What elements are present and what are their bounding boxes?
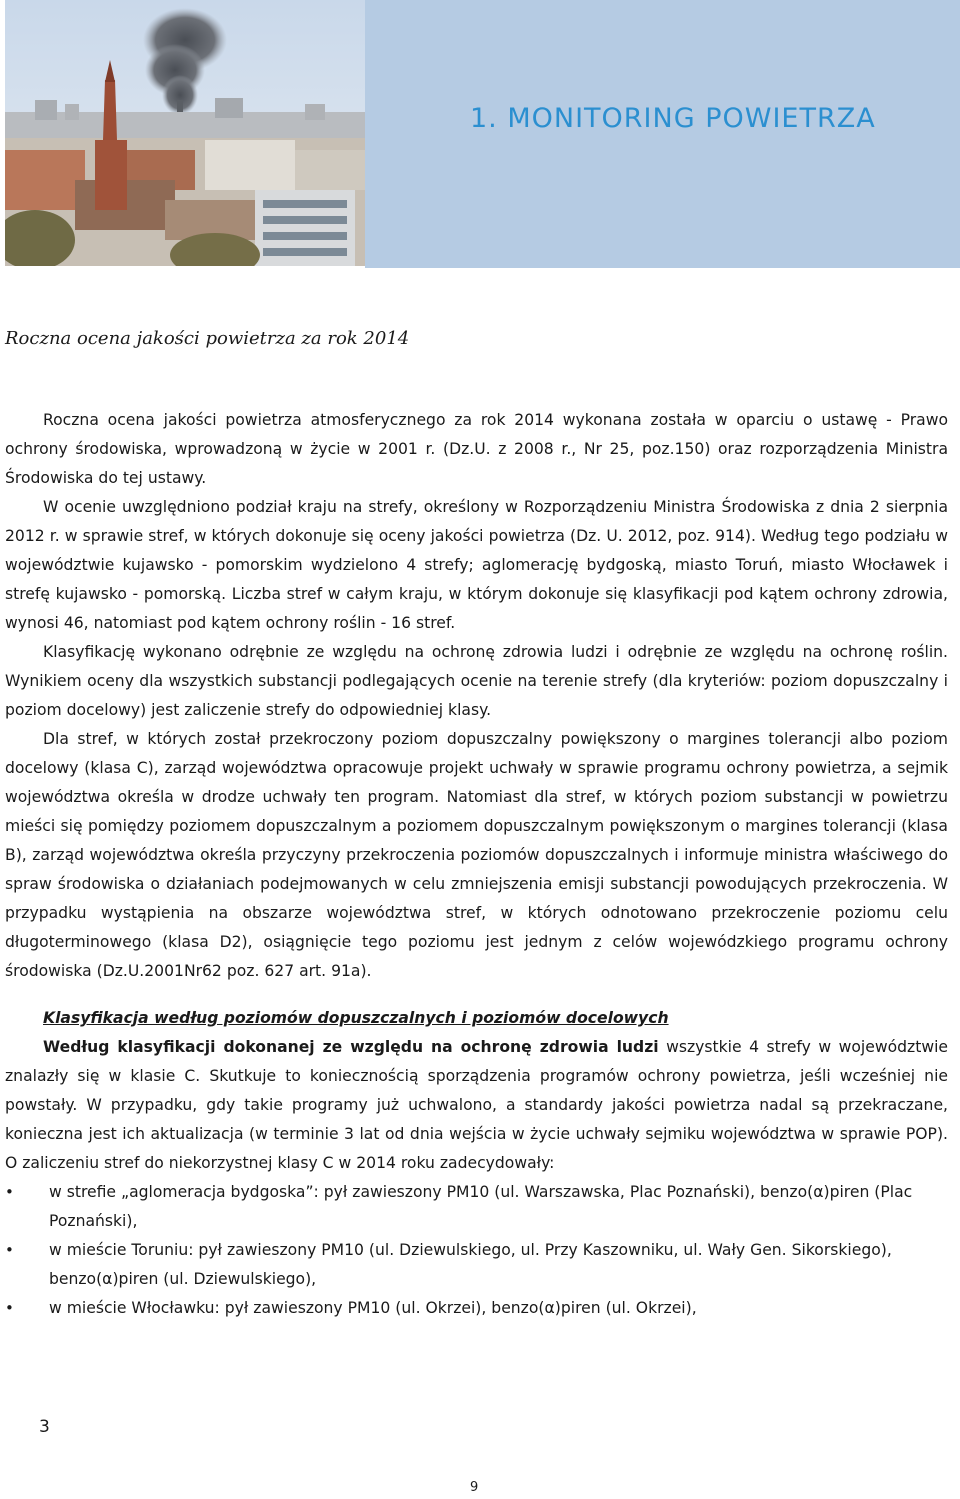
page-title: 1. MONITORING POWIETRZA [470,103,876,134]
lead-text: wszystkie 4 strefy w województwie znalazły się w klasie C. Skutkuje to koniecznością sporządzenia programów ochrony powietrza, jeśli wcześniej nie powstały. W przypadku, gdy takie programy już uchwalono, a standardy jakości powietrza nadal są przekraczane, konieczna jest ich aktualizacja (w terminie 3 lat od dnia wejścia w życie uchwały sejmiku województwa w sprawie POP). O zaliczeniu stref do niekorzystnej klasy C w 2014 roku zadecydowały: [5,1038,948,1172]
footnote-marker: 3 [39,1417,50,1437]
paragraph: Dla stref, w których został przekroczony poziom dopuszczalny powiększony o margines tolerancji albo poziom docelowy (klasa C), zarząd województwa opracowuje projekt uchwały w sprawie programu ochrony powietrza, a sejmik województwa określa w drodze uchwały ten program. Natomiast dla stref, w których poziom substancji w powietrzu mieści się pomiędzy poziomem dopuszczalnym a poziomem dopuszczalnym powiększonym o margines tolerancji (klasa B), zarząd województwa określa przyczyny przekroczenia poziomów dopuszczalnych i informuje ministra właściwego do spraw środowiska o działaniach podejmowanych w celu zmniejszenia emisji substancji powodujących przekroczenia. W przypadku wystąpienia na obszarze województwa stref, w których odnotowano przekroczenie poziomu celu długoterminowego (klasa D2), osiągnięcie tego poziomu jest jednym z celów wojewódzkiego programu ochrony środowiska (Dz.U.2001Nr62 poz. 627 art. 91a). [5,730,948,980]
city-skyline-photo [5,0,365,266]
paragraph: Klasyfikację wykonano odrębnie ze względu na ochronę zdrowia ludzi i odrębnie ze względu na ochronę roślin. Wynikiem oceny dla wszystkich substancji podlegających ocenie na terenie strefy (dla kryteriów: poziom dopuszczalny i poziom docelowy) jest zaliczenie strefy do odpowiedniej klasy. [5,643,948,719]
paragraph: Roczna ocena jakości powietrza atmosferycznego za rok 2014 wykonana została w oparciu o ustawę - Prawo ochrony środowiska, wprowadzoną w życie w 2001 r. (Dz.U. z 2008 r., Nr 25, poz.150) oraz rozporządzenia Ministra Środowiska do tej ustawy. [5,411,948,487]
title-band [365,0,960,268]
bullet-list [5,1178,948,1323]
document-body [5,406,948,1323]
page-header [0,0,960,268]
paragraph: W ocenie uwzględniono podział kraju na strefy, określony w Rozporządzeniu Ministra Środowiska z dnia 2 sierpnia 2012 r. w sprawie stref, w których dokonuje się oceny jakości powietrza (Dz. U. 2012, poz. 914). Według tego podziału w województwie kujawsko - pomorskim wydzielono 4 strefy; aglomerację bydgoską, miasto Toruń, miasto Włocławek i strefę kujawsko - pomorską. Liczba stref w całym kraju, w którym dokonuje się klasyfikacji pod kątem ochrony zdrowia, wynosi 46, natomiast pod kątem ochrony roślin - 16 stref. [5,498,948,632]
section-subtitle: Roczna ocena jakości powietrza za rok 2014 [5,328,410,349]
list-item: • w mieście Włocławku: pył zawieszony PM10 (ul. Okrzei), benzo(α)piren (ul. Okrzei), [5,1294,948,1323]
bold-lead: Według klasyfikacji dokonanej ze względu na ochronę zdrowia ludzi [43,1038,659,1056]
paragraph [5,1033,948,1178]
section-heading: Klasyfikacja według poziomów dopuszczalnych i poziomów docelowych [43,1009,669,1027]
list-item: • w mieście Toruniu: pył zawieszony PM10 (ul. Dziewulskiego, ul. Przy Kaszowniku, ul. Wały Gen. Sikorskiego), benzo(α)piren (ul. Dziewulskiego), [5,1236,948,1294]
list-item: • w strefie „aglomeracja bydgoska”: pył zawieszony PM10 (ul. Warszawska, Plac Poznański), benzo(α)piren (Plac Poznański), [5,1178,948,1236]
page-number: 9 [470,1480,479,1495]
